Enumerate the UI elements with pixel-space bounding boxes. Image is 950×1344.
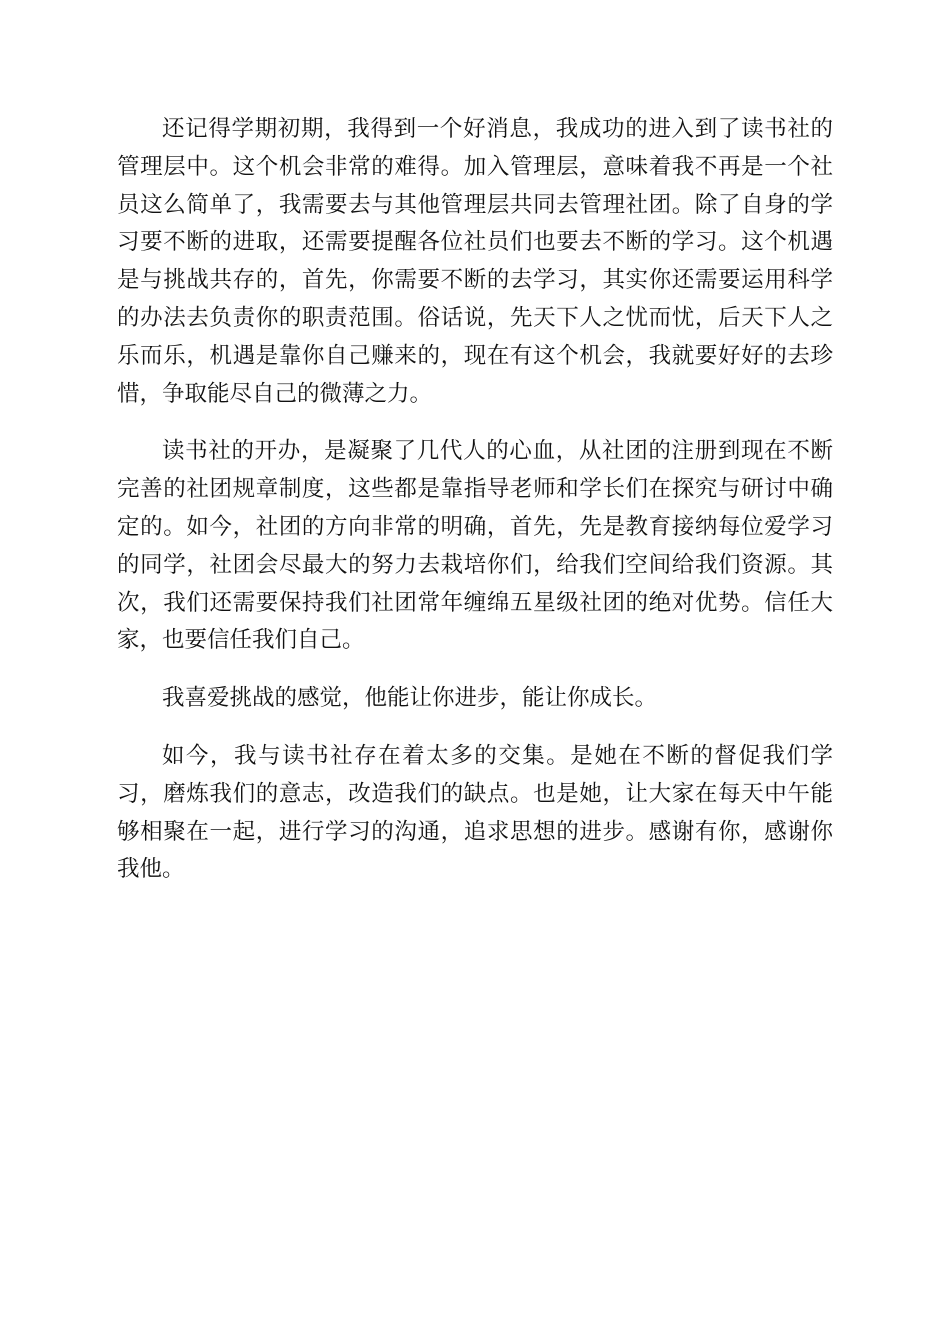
paragraph-3: 我喜爱挑战的感觉，他能让你进步，能让你成长。 [162,685,658,712]
document-body [117,111,833,909]
paragraph-1: 还记得学期初期，我得到一个好消息，我成功的进入到了读书社的管理层中。这个机会非常的难得。加入管理层，意味着我不再是一个社员这么简单了，我需要去与其他管理层共同去管理社团。除了自身的学习要不断的进取，还需要提醒各位社员们也要去不断的学习。这个机遇是与挑战共存的，首先，你需要不断的去学习，其实你还需要运用科学的办法去负责你的职责范围。俗话说，先天下人之忧而忧，后天下人之乐而乐，机遇是靠你自己赚来的，现在有这个机会，我就要好好的去珍惜，争取能尽自己的微薄之力。 [117,116,833,407]
paragraph-4: 如今，我与读书社存在着太多的交集。是她在不断的督促我们学习，磨炼我们的意志，改造我们的缺点。也是她，让大家在每天中午能够相聚在一起，进行学习的沟通，追求思想的进步。感谢有你，感谢你我他。 [117,742,833,883]
paragraph-2: 读书社的开办，是凝聚了几代人的心血，从社团的注册到现在不断完善的社团规章制度，这些都是靠指导老师和学长们在探究与研讨中确定的。如今，社团的方向非常的明确，首先，先是教育接纳每位爱学习的同学，社团会尽最大的努力去栽培你们，给我们空间给我们资源。其次，我们还需要保持我们社团常年缠绵五星级社团的绝对优势。信任大家，也要信任我们自己。 [117,438,833,654]
